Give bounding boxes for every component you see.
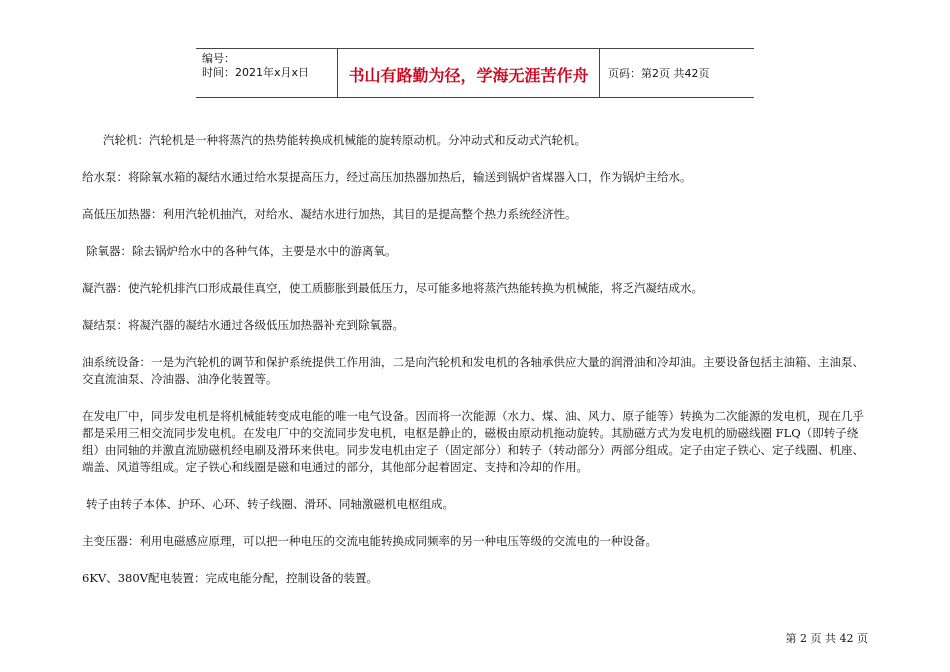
header-motto: 书山有路勤为径，学海无涯苦作舟 bbox=[338, 49, 600, 97]
paragraph-oil-system: 油系统设备：一是为汽轮机的调节和保护系统提供工作用油，二是向汽轮机和发电机的各轴承供应大量的润滑油和冷却油。主要设备包括主油箱、主油泵、交直流油泵、冷油器、油净化装置等。 bbox=[82, 355, 864, 386]
document-number-label: 编号： bbox=[202, 52, 235, 65]
document-body bbox=[82, 132, 870, 607]
paragraph-deaerator: 除氧器：除去锅炉给水中的各种气体，主要是水中的游离氧。 bbox=[86, 244, 397, 258]
page-footer: 第 2 页 共 42 页 bbox=[785, 632, 868, 645]
page-header bbox=[196, 48, 754, 98]
paragraph-switchgear: 6KV、380V配电装置：完成电能分配，控制设备的装置。 bbox=[82, 571, 378, 585]
paragraph-feed-pump: 给水泵：将除氧水箱的凝结水通过给水泵提高压力，经过高压加热器加热后，输送到锅炉省煤器入口，作为锅炉主给水。 bbox=[82, 170, 692, 184]
document-date: 时间：2021年x月x日 bbox=[202, 66, 310, 79]
paragraph-condenser: 凝汽器：使汽轮机排汽口形成最佳真空，使工质膨胀到最低压力，尽可能多地将蒸汽热能转换为机械能，将乏汽凝结成水。 bbox=[82, 281, 703, 295]
paragraph-main-transformer: 主变压器：利用电磁感应原理，可以把一种电压的交流电能转换成同频率的另一种电压等级的交流电的一种设备。 bbox=[82, 534, 657, 548]
paragraph-heaters: 高低压加热器：利用汽轮机抽汽，对给水、凝结水进行加热，其目的是提高整个热力系统经济性。 bbox=[82, 207, 577, 221]
paragraph-condensate-pump: 凝结泵：将凝汽器的凝结水通过各级低压加热器补充到除氧器。 bbox=[82, 318, 404, 332]
paragraph-generator: 在发电厂中，同步发电机是将机械能转变成电能的唯一电气设备。因而将一次能源（水力、煤、油、风力、原子能等）转换为二次能源的发电机，现在几乎都是采用三相交流同步发电机。在发电厂中的交流同步发电机，电枢是静止的，磁极由原动机拖动旋转。其励磁方式为发电机的励磁线圈 FLQ（即转子绕组）由同轴的并激直流励磁机经电刷及滑环来供电。同步发电机由定子（固定部分）和转子（转动部分）两部分组成。定子由定子铁心、定子线圈、机座、端盖、风道等组成。定子铁心和线圈是磁和电通过的部分，其他部分起着固定、支持和冷却的作用。 bbox=[82, 409, 864, 474]
paragraph-rotor: 转子由转子本体、护环、心环、转子线圈、滑环、同轴激磁机电枢组成。 bbox=[86, 497, 454, 511]
paragraph-turbine: 汽轮机：汽轮机是一种将蒸汽的热势能转换成机械能的旋转原动机。分冲动式和反动式汽轮机。 bbox=[103, 133, 586, 147]
header-meta bbox=[196, 49, 338, 97]
header-page-info: 页码：第2页 共42页 bbox=[608, 67, 710, 80]
